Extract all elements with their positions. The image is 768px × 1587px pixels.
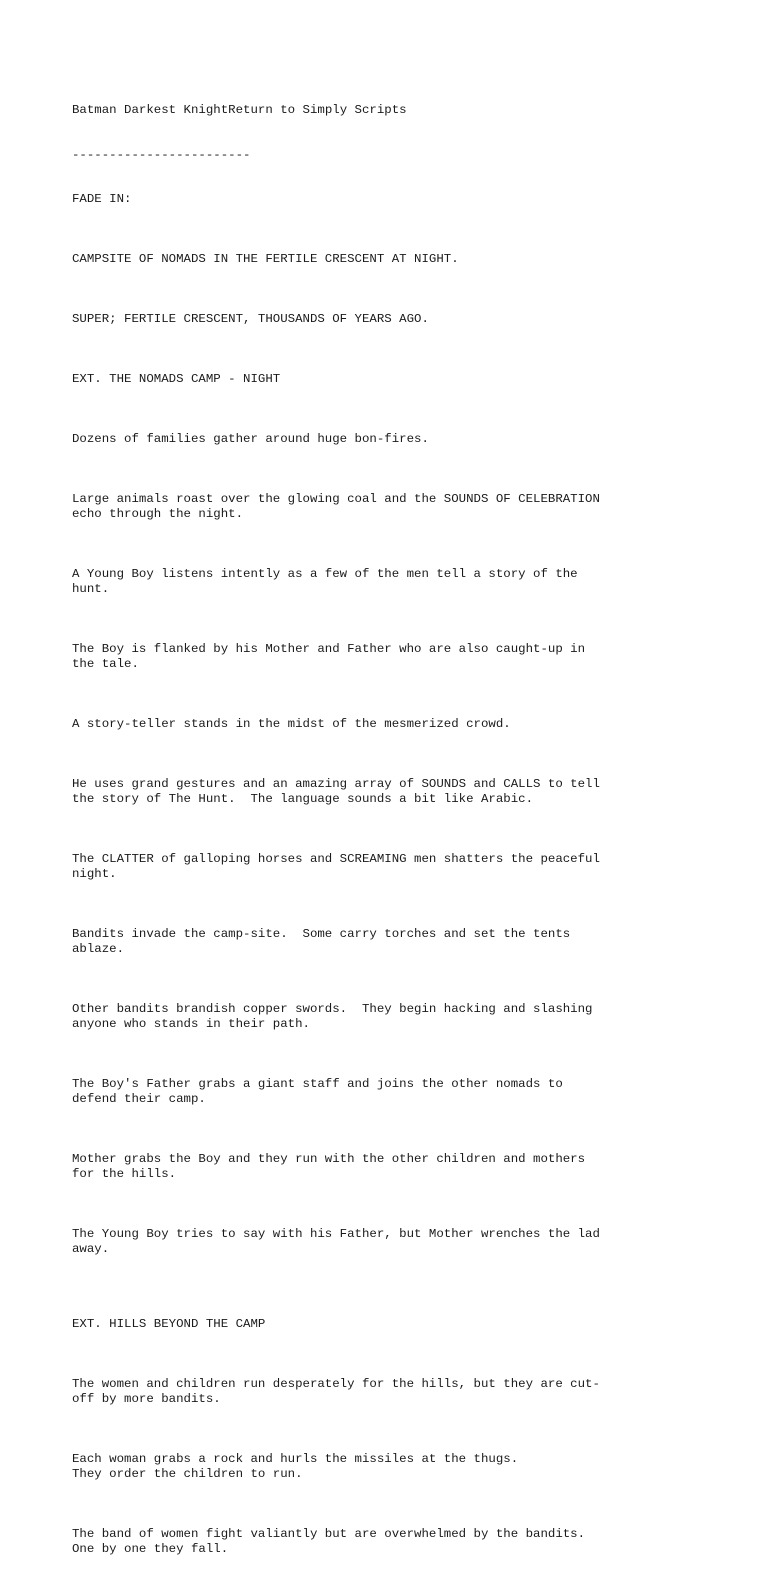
action-paragraph: Large animals roast over the glowing coal and the SOUNDS OF CELEBRATION echo through the night. (72, 492, 600, 521)
action-paragraph: He uses grand gestures and an amazing array of SOUNDS and CALLS to tell the story of The Hunt. The language sounds a bit like Arabic. (72, 777, 600, 806)
script-body (72, 162, 692, 1587)
action-paragraph: Bandits invade the camp-site. Some carry torches and set the tents ablaze. (72, 927, 571, 956)
action-paragraph: The Boy's Father grabs a giant staff and joins the other nomads to defend their camp. (72, 1077, 563, 1106)
return-to-simply-scripts-link[interactable]: Return to Simply Scripts (228, 103, 407, 117)
scene-heading-nomads-camp: EXT. THE NOMADS CAMP - NIGHT (72, 372, 281, 386)
action-paragraph: Dozens of families gather around huge bon-fires. (72, 432, 429, 446)
header-title-line (72, 103, 407, 118)
action-paragraph: The CLATTER of galloping horses and SCREAMING men shatters the peaceful night. (72, 852, 600, 881)
action-paragraph: The Young Boy tries to say with his Father, but Mother wrenches the lad away. (72, 1227, 600, 1256)
action-paragraph: Other bandits brandish copper swords. They begin hacking and slashing anyone who stands in their path. (72, 1002, 593, 1031)
transition-fade-in: FADE IN: (72, 192, 132, 206)
action-paragraph: The women and children run desperately for the hills, but they are cut- off by more bandits. (72, 1377, 600, 1406)
script-title: Batman Darkest Knight (72, 103, 229, 117)
action-paragraph: Mother grabs the Boy and they run with the other children and mothers for the hills. (72, 1152, 586, 1181)
action-paragraph: The band of women fight valiantly but are overwhelmed by the bandits. One by one they fall. (72, 1527, 586, 1556)
action-paragraph: The Boy is flanked by his Mother and Father who are also caught-up in the tale. (72, 642, 586, 671)
action-paragraph: Each woman grabs a rock and hurls the missiles at the thugs. They order the children to run. (72, 1452, 519, 1481)
scene-heading-hills: EXT. HILLS BEYOND THE CAMP (72, 1317, 266, 1331)
header-rule: ------------------------ (72, 148, 251, 162)
super-title: SUPER; FERTILE CRESCENT, THOUSANDS OF YEARS AGO. (72, 312, 429, 326)
action-paragraph: CAMPSITE OF NOMADS IN THE FERTILE CRESCENT AT NIGHT. (72, 252, 459, 266)
action-paragraph: A Young Boy listens intently as a few of the men tell a story of the hunt. (72, 567, 578, 596)
action-paragraph: A story-teller stands in the midst of the mesmerized crowd. (72, 717, 511, 731)
